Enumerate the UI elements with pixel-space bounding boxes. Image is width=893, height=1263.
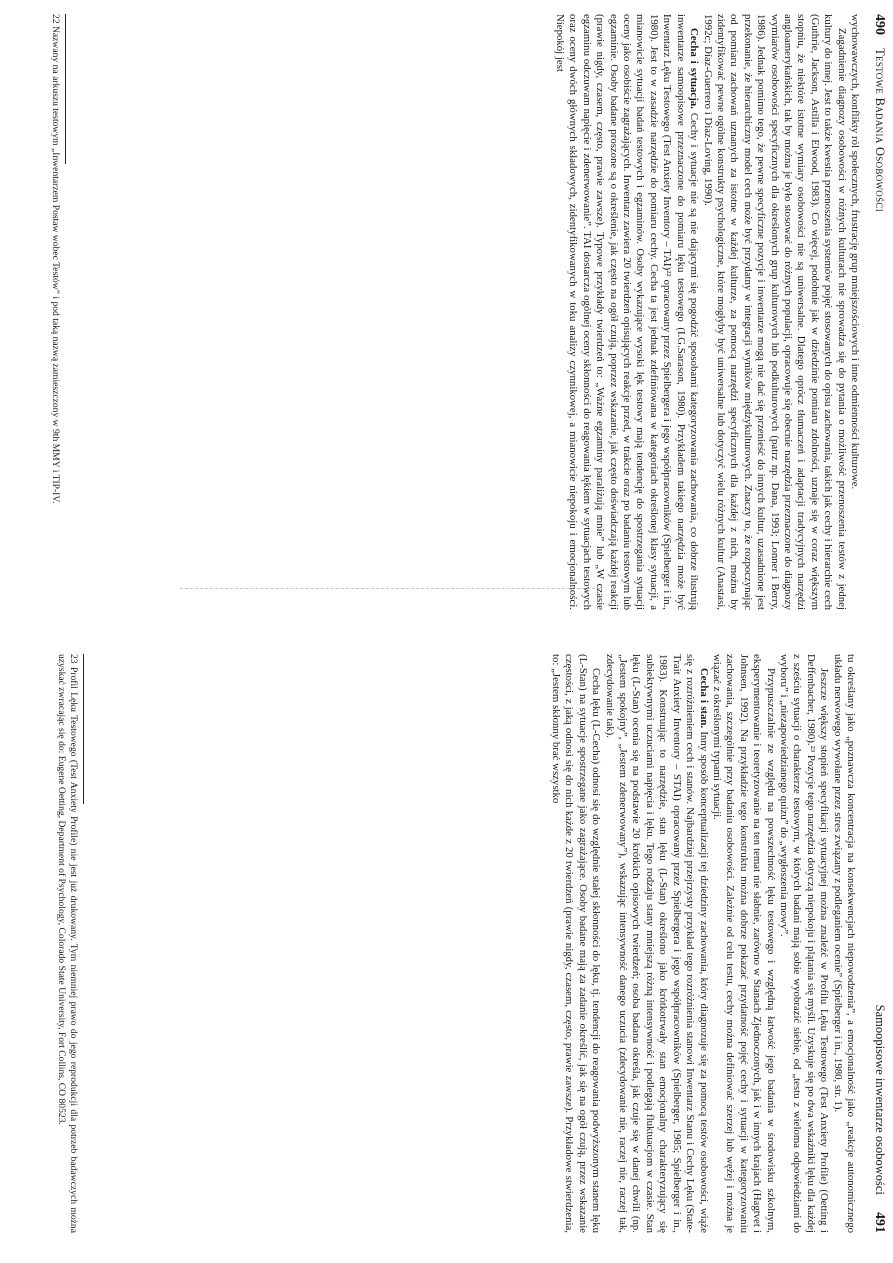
paragraph: Przypuszczalnie ze względu na powszechność lęku testowego i względną łatwość jego badania w środowisku szkolnym, eksperymentowanie i teoretyzowanie na ten temat nie słabnie, zarówno w Stanach Zjednoczonych, jak i w innych krajach (Hagtvet i Johnsen, 1992). Na przykładzie tego konstruktu można dobrze pokazać przydatność pojęć cechy i sytuacji w kategoryzowaniu zachowania, szczególnie przy badaniu osobowości. Zależnie od celu testu, cechy można definiować szerzej lub wężej i można je wiązać z określonymi typami sytuacji. xyxy=(710,654,777,1233)
section-heading: Cecha i stan. xyxy=(697,668,710,729)
paragraph: Zagadnienie diagnozy osobowości w różnych kulturach nie sprowadza się do pytania o możliwość przenoszenia testów z jednej kultury do innej. Jest to także kwestia przenoszenia systemów pojęć stosowanych do opisu zachowania, takich jak cechy i hierarchie cech (Guthrie, Jackson, Astilla i Elwood, 1983). Co więcej, podobnie jak w dziedzinie pomiaru zdolności, uznaje się w coraz większym stopniu, że niektóre istotne wymiary osobowości nie są uniwersalne. Dlatego oprócz tłumaczeń i adaptacji tradycyjnych narzędzi angloamerykańskich, tak by można je było stosować do różnych populacji, opracowuje się obecnie narzędzia przeznaczone do diagnozy wymiarów osobowości specyficznych dla określonych grup kulturowych lub podkulturowych (patrz np. Dana, 1993; Lonner i Berry, 1986). Jednak pomimo tego, że pewne specyficzne pozycje i inwentarze mogą nie dać się przenieść do innych kultur, uzasadnione jest przekonanie, że hierarchiczny model cech może być przydatny w integracji wyników międzykulturowych. Znaczy to, że rozpoczynając od pomiaru zachowań uznanych za istotne w każdej kulturze, za pomocą narzędzi specyficznych dla każdej z nich, można by zidentyfikować pewne ogólne konstrukty psychologiczne, które mogłyby być uniwersalne lub dotyczyć wielu różnych kultur (Anastasi, 1992c; Díaz-Guerrero i Díaz-Loving, 1990). xyxy=(701,14,848,610)
footnotes-left xyxy=(8,14,66,610)
page-number: 491 xyxy=(872,1212,887,1233)
body-text-left xyxy=(109,14,861,610)
footnotes-right xyxy=(8,654,84,1233)
running-head-left xyxy=(865,14,887,610)
paragraph-text: Cechy i sytuacje nie są nie dającymi się pogodzić sposobami kategoryzowania zachowania, co dobrze ilustrują inwentarze samoopisowe przeznaczone do pomiaru lęku testowego (I.G.Sarason, 1980). Przykładem takiego narzędzia może być Inwentarz Lęku Testowego (Test Anxiety Inventory – TAI)²² opracowany przez Spielbergera i jego współpracowników (Spielberger i in., 1980). Jest to w zasadzie narzędzie do pomiaru cechy. Cecha ta jest jednak zdefiniowana w kategoriach określonej klasy sytuacji, a mianowicie sytuacji badań testowych i egzaminów. Osoby wykazujące wysoki lęk testowy mają tendencję do spostrzegania sytuacji oceny jako osobiście zagrażających. Inwentarz zawiera 20 twierdzeń opisujących reakcje przed, w trakcie oraz po badaniu testowym lub egzaminie. Osoby badane proszone są o określenie, jak często na ogół czują, poprzez wskazanie, jak często doświadczają każdej reakcji (prawie nigdy, czasem, często, prawie zawsze). Typowe przykłady twierdzeń to: „Ważne egzaminy paraliżują mnie” lub „W czasie egzaminu odczuwam napięcie i zdenerwowanie”. TAI dostarcza ogólnej oceny skłonności do reagowania lękiem w sytuacjach testowych oraz oceny dwóch głównych składowych, zidentyfikowanych w toku analizy czynnikowej, a mianowicie niepokoju i emocjonalności. Niepokój jest xyxy=(554,14,701,610)
paragraph: Jeszcze większy stopień specyfikacji sytuacyjnej można znaleźć w Profilu Lęku Testowego (Test Anxiety Profile) (Oetting i Deffenbacher, 1980).²³ Pozycje tego narzędzia dotyczą niepokoju i plątania się myśli. Uzyskuje się po dwa wskaźniki lęku dla każdej z sześciu sytuacji o charakterze testowym, w których badani mają sobie wyobrazić siebie, od „testu z wieloma odpowiedziami do wyboru” i „niezapowiedzianego quizu” do „wygłoszenia mowy”. xyxy=(777,654,831,1233)
footnote: 23 Profil Lęku Testowego (Test Anxiety Profile) nie jest już drukowany. Tym niemniej prawo do jego reprodukcji dla potrzeb badawczych można uzyskać zwracając się do: Eugene Oetting, Department of Psychology, Colorado State University, Fort Collins, CO 80523. xyxy=(56,654,79,1233)
right-page xyxy=(0,640,893,1263)
running-title: Testowe Badania Osobowości xyxy=(873,48,887,213)
paragraph: tu określany jako „poznawcza koncentracja na konsekwencjach niepowodzenia”, a emocjonalność jako „reakcje autonomicznego układu nerwowego wywołane przez stres związany z podleganiem ocenie” (Spielberger i in., 1980, str. 1). xyxy=(831,654,857,1233)
running-title: Samoopisowe inwentarze osobowości xyxy=(873,1004,887,1195)
footnote-rule xyxy=(83,654,84,804)
page-number: 490 xyxy=(872,14,887,35)
scan-divider xyxy=(180,588,600,591)
paragraph xyxy=(553,14,700,610)
footnote-rule xyxy=(65,14,66,164)
paragraph: Cecha lęku (L-Cecha) odnosi się do względnie stałej skłonności do lęku, tj. tendencji do reagowania podwyższonym stanem lęku (L-Stan) na sytuacje spostrzegane jako zagrażające. Osoby badane mają za zadanie określić, jak się na ogół czują, przez wskazanie częstości, z jaką odnosi się do nich każde z 20 twierdzeń (prawie nigdy, czasem, często, prawie zawsze). Przykładowe stwierdzenia, to: „Jestem skłonny brać wszystko xyxy=(550,654,603,1233)
section-heading: Cecha i sytuacja. xyxy=(688,28,701,109)
footnote: 22 Nazwany na arkuszu testowym „Inwentarzem Postaw wobec Testów” i pod taką nazwą zamieszczony w 9th MMY i TIP-IV. xyxy=(50,14,61,504)
body-text-right xyxy=(137,654,857,1233)
paragraph xyxy=(602,654,709,1233)
paragraph-text: Inny sposób konceptualizacji tej dziedziny zachowania, który diagnozuje się za pomocą testów osobowości, wiąże się z rozróżnieniem cech i stanów. Najbardziej przejrzysty przykład tego rozróżnienia stanowi Inwentarz Stanu i Cechy Lęku (State-Trait Anxiety Inventory – STAI) opracowany przez Spielbergera i jego współpracowników (Spielberger, 1985; Spielberger i in., 1983). Konstruując to narzędzie, stan lęku (L-Stan) określono jako krótkotrwały stan emocjonalny charakteryzujący się subiektywnymi uczuciami napięcia i lęku. Tego rodzaju stany mniejszą różną intensywność i podlegają fluktuacjom w czasie. Stan lęku (L-Stan) ocenia się na podstawie 20 krótkich opisowych twierdzeń; osoba badana określa, jak czuje się w danej chwili (np. „Jestem spokojny”, „Jestem zdenerwowany”), wskazując intensywność danego uczucia (zdecydowanie nie, raczej nie, raczej tak, zdecydowanie tak). xyxy=(603,654,710,1233)
paragraph: wychowawczych, konflikty ról społecznych, frustrację grup mniejszościowych i inne odmienności kulturowe. xyxy=(849,14,861,490)
running-head-right xyxy=(865,654,887,1233)
